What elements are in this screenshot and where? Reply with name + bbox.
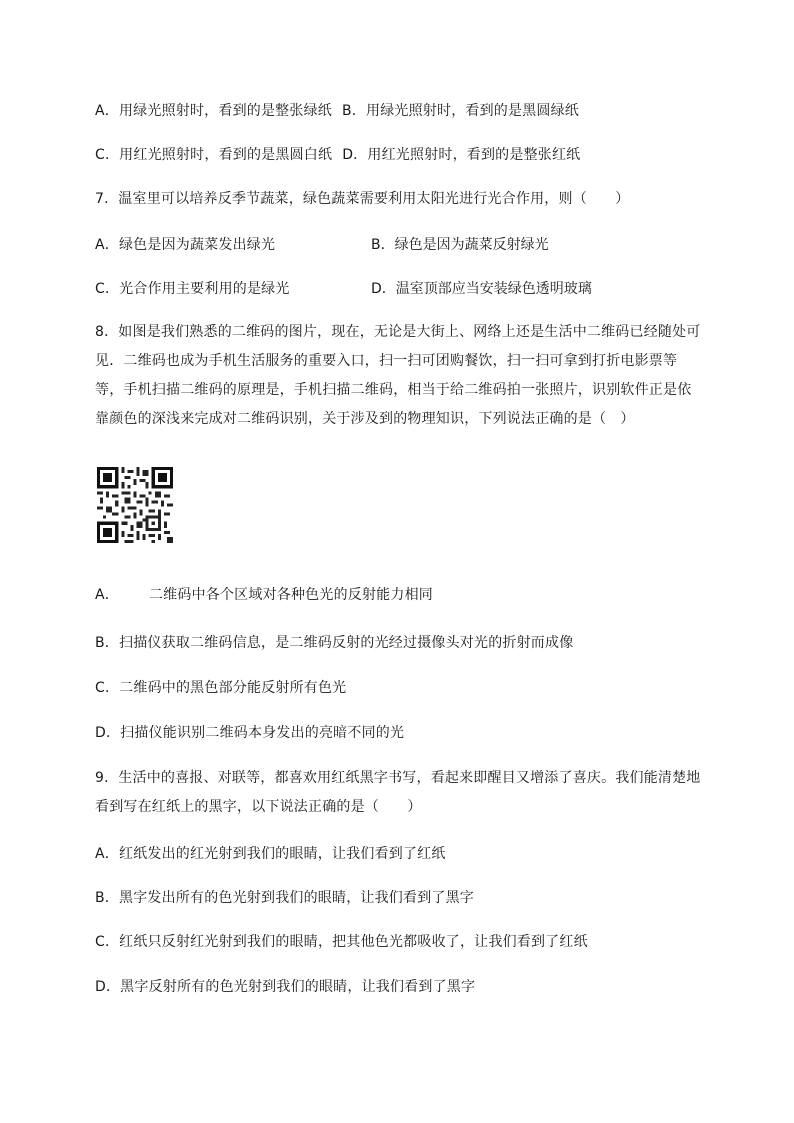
q9-option-d: D．黑字反射所有的色光射到我们的眼睛，让我们看到了黑字 bbox=[95, 979, 476, 995]
q6-option-d: D．用红光照射时，看到的是整张红纸 bbox=[342, 147, 581, 163]
q7-option-c: C．光合作用主要利用的是绿光 bbox=[95, 281, 290, 297]
q6-option-b: B．用绿光照射时，看到的是黑圆绿纸 bbox=[341, 103, 579, 119]
q7-option-a: A．绿色是因为蔬菜发出绿光 bbox=[95, 237, 276, 253]
q8-option-c: C．二维码中的黑色部分能反射所有色光 bbox=[95, 680, 347, 696]
q9-option-c: C．红纸只反射红光射到我们的眼睛，把其他色光都吸收了，让我们看到了红纸 bbox=[95, 934, 588, 950]
q8-option-d: D．扫描仪能识别二维码本身发出的亮暗不同的光 bbox=[95, 725, 405, 741]
q8-option-a-text: 二维码中各个区域对各种色光的反射能力相同 bbox=[148, 587, 433, 603]
q6-option-c: C．用红光照射时，看到的是黑圆白纸 bbox=[95, 147, 333, 163]
q7-option-b: B．绿色是因为蔬菜反射绿光 bbox=[371, 237, 549, 253]
q7-stem: 7．温室里可以培养反季节蔬菜，绿色蔬菜需要利用太阳光进行光合作用，则（ ） bbox=[95, 191, 630, 207]
q9-option-a: A．红纸发出的红光射到我们的眼睛，让我们看到了红纸 bbox=[95, 846, 446, 862]
q9-option-b: B．黑字发出所有的色光射到我们的眼睛，让我们看到了黑字 bbox=[95, 890, 475, 906]
q6-options-cd bbox=[95, 146, 580, 164]
qr-code-image bbox=[97, 465, 173, 545]
q8-option-a bbox=[95, 586, 433, 604]
q6-option-a: A．用绿光照射时，看到的是整张绿纸 bbox=[95, 103, 332, 119]
q6-options-ab bbox=[95, 102, 579, 120]
q8-stem: 8．如图是我们熟悉的二维码的图片，现在，无论是大街上、网络上还是生活中二维码已经随处可见．二维码也成为手机生活服务的重要入口，扫一扫可团购餐饮，扫一扫可拿到打折电影票等等，手机扫描二维码的原理是，手机扫描二维码，相当于给二维码拍一张照片，识别软件正是依靠颜色的深浅来完成对二维码识别，关于涉及到的物理知识，下列说法正确的是（ ） bbox=[95, 324, 701, 427]
q7-option-d: D．温室顶部应当安装绿色透明玻璃 bbox=[371, 281, 592, 297]
q8-option-a-label: A． bbox=[95, 587, 119, 603]
q9-stem: 9．生活中的喜报、对联等，都喜欢用红纸黑字书写，看起来即醒目又增添了喜庆。我们能清楚地看到写在红纸上的黑字，以下说法正确的是（ ） bbox=[95, 770, 701, 815]
q8-option-b: B．扫描仪获取二维码信息，是二维码反射的光经过摄像头对光的折射而成像 bbox=[95, 635, 574, 651]
